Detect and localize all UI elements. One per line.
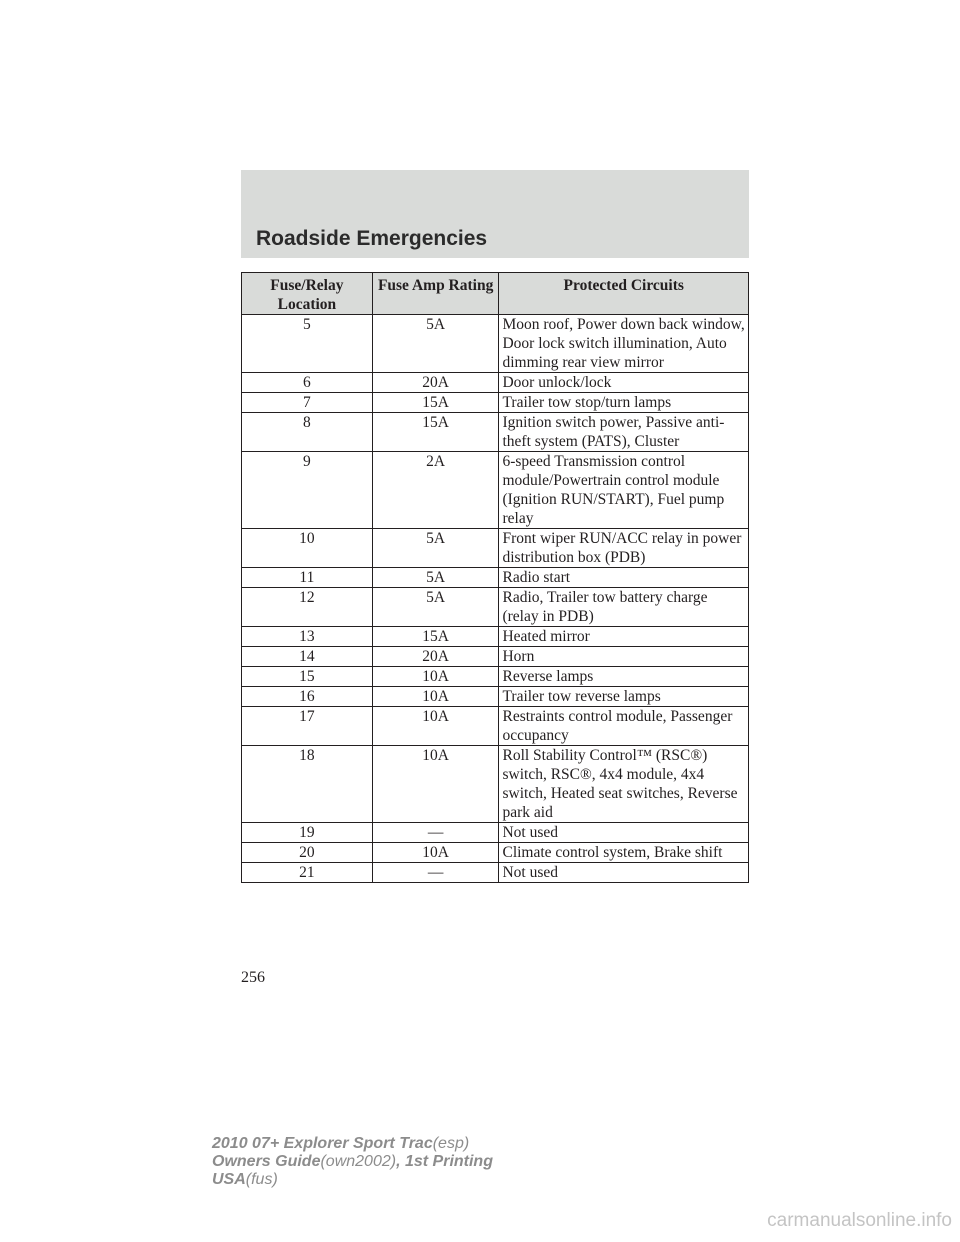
footer-model: 2010 07+ Explorer Sport Trac — [212, 1135, 433, 1152]
fuse-location-cell: 17 — [242, 707, 373, 746]
table-row — [242, 413, 749, 452]
fuse-location-cell: 19 — [242, 823, 373, 843]
protected-circuits-cell: Ignition switch power, Passive anti-theft system (PATS), Cluster — [499, 413, 749, 452]
footer-line-2 — [212, 1153, 493, 1171]
protected-circuits-cell: Front wiper RUN/ACC relay in power distribution box (PDB) — [499, 529, 749, 568]
fuse-amp-cell: 10A — [372, 843, 499, 863]
protected-circuits-cell: Roll Stability Control™ (RSC®) switch, RSC®, 4x4 module, 4x4 switch, Heated seat switches, Reverse park aid — [499, 746, 749, 823]
fuse-location-cell: 13 — [242, 627, 373, 647]
fuse-amp-cell: 5A — [372, 588, 499, 627]
footer-market: USA — [212, 1171, 246, 1188]
fuse-location-cell: 21 — [242, 863, 373, 883]
table-row — [242, 588, 749, 627]
protected-circuits-cell: Door unlock/lock — [499, 373, 749, 393]
table-row — [242, 823, 749, 843]
protected-circuits-cell: Reverse lamps — [499, 667, 749, 687]
protected-circuits-cell: Radio, Trailer tow battery charge (relay in PDB) — [499, 588, 749, 627]
fuse-location-cell: 16 — [242, 687, 373, 707]
fuse-amp-cell: 20A — [372, 647, 499, 667]
protected-circuits-cell: Not used — [499, 863, 749, 883]
footer-guide-code: (own2002) — [320, 1153, 397, 1170]
fuse-location-cell: 6 — [242, 373, 373, 393]
fuse-amp-cell: 15A — [372, 393, 499, 413]
footer-market-code: (fus) — [245, 1171, 278, 1188]
fuse-location-cell: 9 — [242, 452, 373, 529]
fuse-table — [241, 272, 749, 883]
fuse-location-cell: 14 — [242, 647, 373, 667]
table-row — [242, 315, 749, 373]
fuse-amp-cell: 10A — [372, 746, 499, 823]
table-row — [242, 843, 749, 863]
protected-circuits-cell: 6-speed Transmission control module/Powertrain control module (Ignition RUN/START), Fuel pump relay — [499, 452, 749, 529]
fuse-amp-cell: 15A — [372, 627, 499, 647]
fuse-location-cell: 10 — [242, 529, 373, 568]
fuse-amp-cell: 2A — [372, 452, 499, 529]
protected-circuits-cell: Moon roof, Power down back window, Door lock switch illumination, Auto dimming rear view mirror — [499, 315, 749, 373]
table-row — [242, 393, 749, 413]
page-number: 256 — [241, 969, 265, 986]
fuse-location-cell: 8 — [242, 413, 373, 452]
protected-circuits-cell: Restraints control module, Passenger occupancy — [499, 707, 749, 746]
protected-circuits-cell: Radio start — [499, 568, 749, 588]
table-row — [242, 707, 749, 746]
fuse-amp-cell: — — [372, 823, 499, 843]
fuse-amp-cell: 5A — [372, 529, 499, 568]
column-header-location: Fuse/Relay Location — [242, 273, 373, 315]
fuse-amp-cell: 10A — [372, 667, 499, 687]
fuse-amp-cell: — — [372, 863, 499, 883]
table-row — [242, 568, 749, 588]
section-header-bar — [241, 170, 749, 258]
table-header-row — [242, 273, 749, 315]
fuse-location-cell: 15 — [242, 667, 373, 687]
table-row — [242, 667, 749, 687]
table-row — [242, 373, 749, 393]
table-row — [242, 746, 749, 823]
protected-circuits-cell: Not used — [499, 823, 749, 843]
fuse-amp-cell: 20A — [372, 373, 499, 393]
table-row — [242, 529, 749, 568]
fuse-amp-cell: 15A — [372, 413, 499, 452]
table-row — [242, 647, 749, 667]
fuse-amp-cell: 10A — [372, 687, 499, 707]
footer — [212, 1135, 493, 1189]
footer-printing: , 1st Printing — [396, 1153, 493, 1170]
column-header-amp-rating: Fuse Amp Rating — [372, 273, 499, 315]
section-title: Roadside Emergencies — [256, 227, 488, 250]
fuse-location-cell: 12 — [242, 588, 373, 627]
fuse-location-cell: 7 — [242, 393, 373, 413]
table-row — [242, 863, 749, 883]
table-body — [242, 315, 749, 883]
protected-circuits-cell: Climate control system, Brake shift — [499, 843, 749, 863]
table-row — [242, 687, 749, 707]
footer-line-1 — [212, 1135, 493, 1153]
fuse-amp-cell: 5A — [372, 315, 499, 373]
fuse-location-cell: 5 — [242, 315, 373, 373]
fuse-location-cell: 20 — [242, 843, 373, 863]
protected-circuits-cell: Horn — [499, 647, 749, 667]
watermark: carmanualsonline.info — [767, 1210, 952, 1231]
column-header-protected-circuits: Protected Circuits — [499, 273, 749, 315]
protected-circuits-cell: Trailer tow reverse lamps — [499, 687, 749, 707]
table-row — [242, 627, 749, 647]
fuse-location-cell: 11 — [242, 568, 373, 588]
footer-model-code: (esp) — [432, 1135, 470, 1152]
table-row — [242, 452, 749, 529]
footer-line-3 — [212, 1171, 493, 1189]
fuse-location-cell: 18 — [242, 746, 373, 823]
protected-circuits-cell: Heated mirror — [499, 627, 749, 647]
fuse-amp-cell: 10A — [372, 707, 499, 746]
footer-guide: Owners Guide — [212, 1153, 321, 1170]
fuse-amp-cell: 5A — [372, 568, 499, 588]
protected-circuits-cell: Trailer tow stop/turn lamps — [499, 393, 749, 413]
